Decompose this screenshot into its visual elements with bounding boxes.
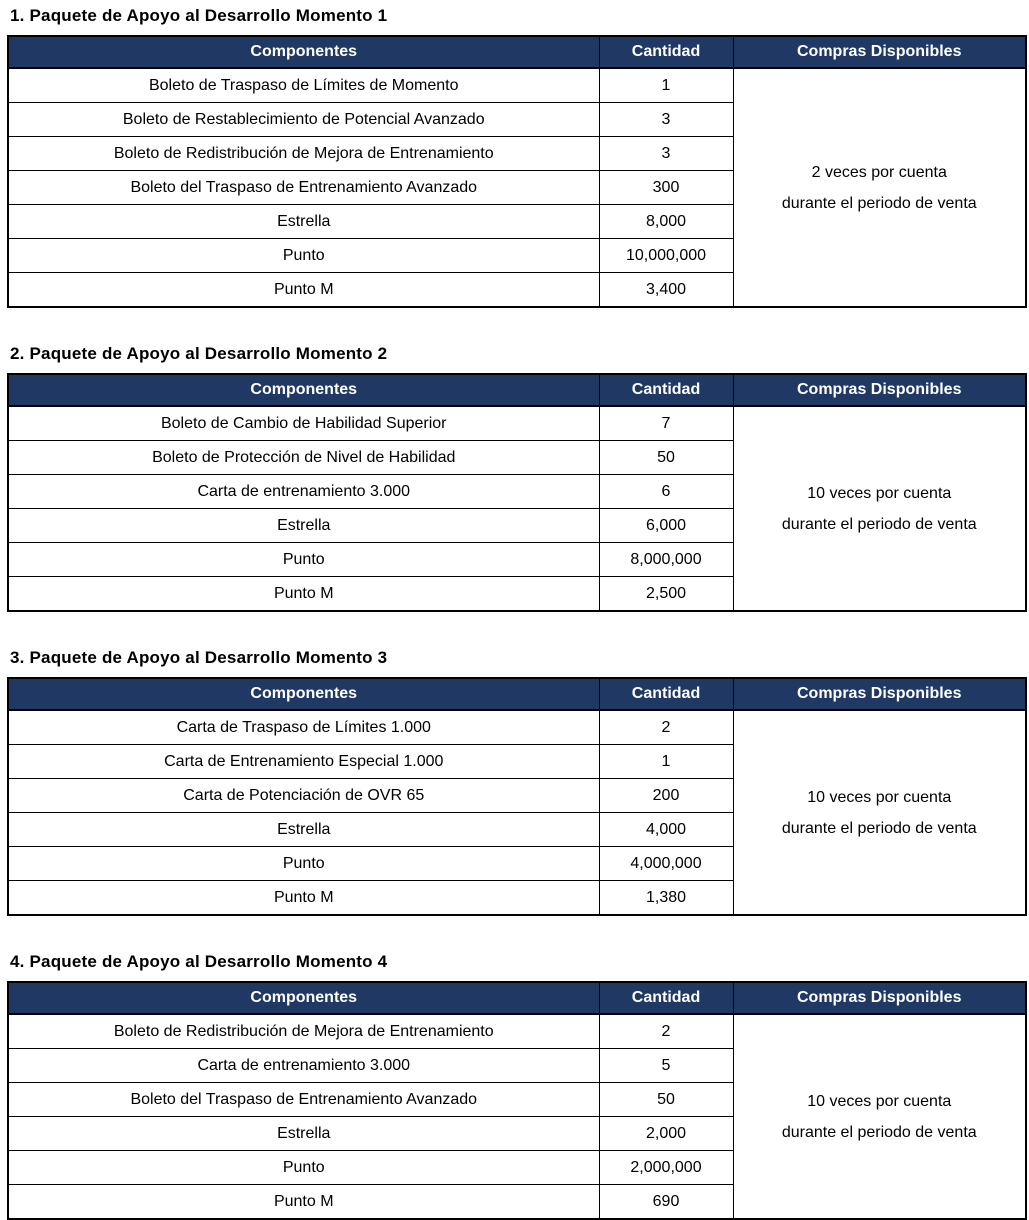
column-header-componentes: Componentes [8,374,599,406]
component-cell: Estrella [8,1117,599,1151]
quantity-cell: 2 [599,1014,733,1049]
component-cell: Punto M [8,577,599,612]
quantity-cell: 10,000,000 [599,239,733,273]
component-cell: Boleto de Redistribución de Mejora de Entrenamiento [8,137,599,171]
column-header-compras: Compras Disponibles [733,678,1026,710]
table-body [8,710,1026,915]
purchase-limit-cell [733,1014,1026,1219]
column-header-cantidad: Cantidad [599,982,733,1014]
table-row [8,982,1026,1014]
section-title: 3. Paquete de Apoyo al Desarrollo Momento 3 [10,648,388,667]
column-header-componentes: Componentes [8,36,599,68]
purchase-limit-line1: 10 veces por cuenta [807,1092,952,1110]
table-row [8,710,1026,745]
component-cell: Punto M [8,881,599,916]
table-header-row [8,36,1026,68]
quantity-cell: 6 [599,475,733,509]
package-section [7,648,1029,916]
component-cell: Boleto de Protección de Nivel de Habilidad [8,441,599,475]
table-body [8,406,1026,611]
component-cell: Boleto de Traspaso de Límites de Momento [8,68,599,103]
quantity-cell: 5 [599,1049,733,1083]
table-row [8,374,1026,406]
component-cell: Punto [8,239,599,273]
component-cell: Boleto del Traspaso de Entrenamiento Avanzado [8,171,599,205]
quantity-cell: 200 [599,779,733,813]
quantity-cell: 2,000,000 [599,1151,733,1185]
table-header-row [8,678,1026,710]
quantity-cell: 3,400 [599,273,733,308]
purchase-limit-line2: durante el periodo de venta [781,515,977,533]
component-cell: Boleto de Cambio de Habilidad Superior [8,406,599,441]
column-header-componentes: Componentes [8,982,599,1014]
quantity-cell: 2,000 [599,1117,733,1151]
quantity-cell: 690 [599,1185,733,1220]
component-cell: Estrella [8,205,599,239]
component-cell: Punto [8,1151,599,1185]
purchase-limit-line2: durante el periodo de venta [781,819,977,837]
table-body [8,1014,1026,1219]
purchase-limit-line1: 2 veces por cuenta [811,163,947,181]
column-header-cantidad: Cantidad [599,678,733,710]
column-header-compras: Compras Disponibles [733,374,1026,406]
package-table [7,373,1027,612]
quantity-cell: 1 [599,68,733,103]
column-header-cantidad: Cantidad [599,36,733,68]
quantity-cell: 7 [599,406,733,441]
package-table [7,677,1027,916]
quantity-cell: 2 [599,710,733,745]
section-title: 1. Paquete de Apoyo al Desarrollo Momento 1 [10,6,388,25]
purchase-limit-line1: 10 veces por cuenta [807,788,952,806]
quantity-cell: 50 [599,441,733,475]
component-cell: Punto M [8,273,599,308]
table-row [8,406,1026,441]
purchase-limit-cell [733,406,1026,611]
package-section [7,6,1029,308]
purchase-limit-line1: 10 veces por cuenta [807,484,952,502]
column-header-compras: Compras Disponibles [733,36,1026,68]
quantity-cell: 3 [599,103,733,137]
quantity-cell: 8,000 [599,205,733,239]
section-title: 4. Paquete de Apoyo al Desarrollo Momento 4 [10,952,388,971]
component-cell: Estrella [8,813,599,847]
quantity-cell: 1 [599,745,733,779]
package-table [7,35,1027,308]
section-title: 2. Paquete de Apoyo al Desarrollo Momento 2 [10,344,388,363]
quantity-cell: 4,000,000 [599,847,733,881]
quantity-cell: 50 [599,1083,733,1117]
component-cell: Boleto de Restablecimiento de Potencial Avanzado [8,103,599,137]
table-row [8,1014,1026,1049]
component-cell: Punto [8,543,599,577]
purchase-limit-cell [733,68,1026,307]
component-cell: Carta de entrenamiento 3.000 [8,1049,599,1083]
column-header-componentes: Componentes [8,678,599,710]
package-table [7,981,1027,1220]
purchase-limit-line2: durante el periodo de venta [781,1123,977,1141]
component-cell: Carta de Traspaso de Límites 1.000 [8,710,599,745]
column-header-cantidad: Cantidad [599,374,733,406]
purchase-limit-cell [733,710,1026,915]
component-cell: Carta de entrenamiento 3.000 [8,475,599,509]
package-section [7,344,1029,612]
table-header-row [8,982,1026,1014]
component-cell: Boleto del Traspaso de Entrenamiento Avanzado [8,1083,599,1117]
component-cell: Punto [8,847,599,881]
table-header-row [8,374,1026,406]
quantity-cell: 1,380 [599,881,733,916]
table-row [8,68,1026,103]
component-cell: Punto M [8,1185,599,1220]
purchase-limit-line2: durante el periodo de venta [781,194,977,212]
package-section [7,952,1029,1220]
component-cell: Estrella [8,509,599,543]
quantity-cell: 300 [599,171,733,205]
table-body [8,68,1026,307]
quantity-cell: 4,000 [599,813,733,847]
quantity-cell: 2,500 [599,577,733,612]
component-cell: Boleto de Redistribución de Mejora de Entrenamiento [8,1014,599,1049]
component-cell: Carta de Entrenamiento Especial 1.000 [8,745,599,779]
table-row [8,36,1026,68]
quantity-cell: 8,000,000 [599,543,733,577]
column-header-compras: Compras Disponibles [733,982,1026,1014]
table-row [8,678,1026,710]
quantity-cell: 3 [599,137,733,171]
component-cell: Carta de Potenciación de OVR 65 [8,779,599,813]
quantity-cell: 6,000 [599,509,733,543]
